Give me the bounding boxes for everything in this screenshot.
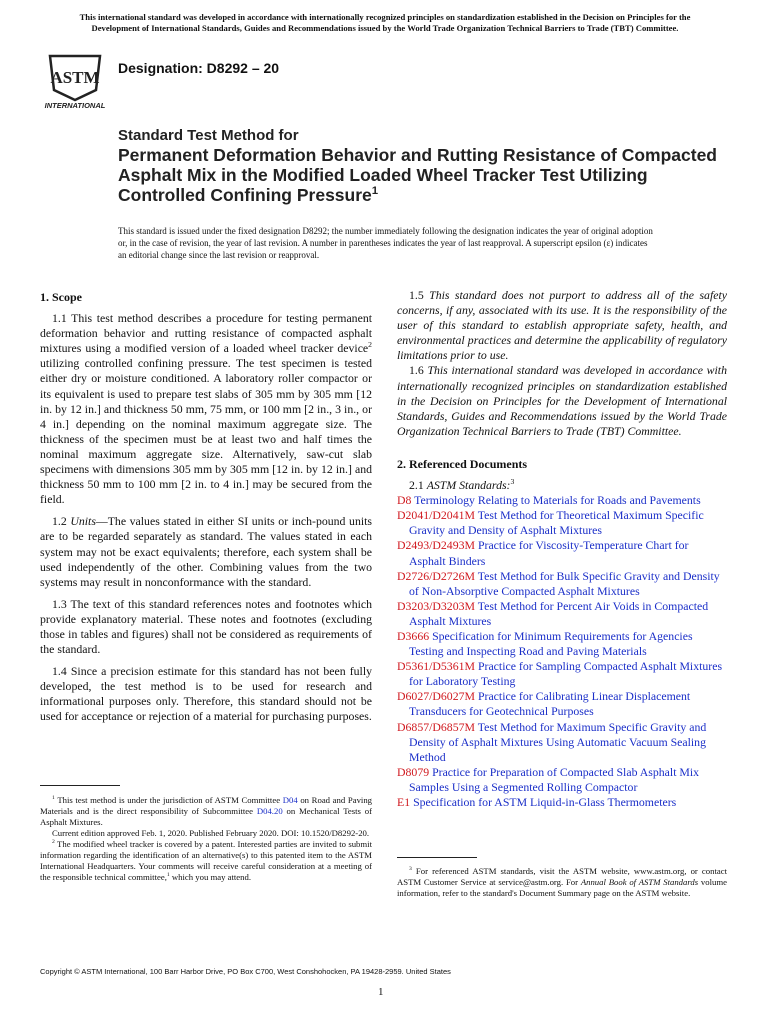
astm-standards-subheading	[397, 478, 727, 493]
reference-title-link[interactable]: Test Method for Bulk Specific Gravity and Density of Non-Absorptive Compacted Asphalt Mixtures	[409, 568, 720, 598]
reference-item	[397, 659, 727, 689]
scope-1-1-text-a: 1.1 This test method describes a procedure for testing permanent deformation behavior and rutting resistance of compacted asphalt mixtures using a modified version of a loaded wheel tracker device	[40, 311, 372, 356]
footnote-1-text-c: on Mechanical Tests of Asphalt Mixtures.	[40, 806, 372, 827]
reference-code-link[interactable]: D2041/D2041M	[397, 508, 475, 523]
footnote-3	[397, 866, 727, 899]
footnote-2-text-b: which you may attend.	[169, 872, 252, 882]
scope-heading: 1. Scope	[40, 290, 82, 304]
reference-code-link[interactable]: D2493/D2493M	[397, 538, 475, 553]
designation-code: D8292 – 20	[206, 60, 280, 76]
footnote-ref-3: 3	[510, 477, 515, 487]
footnote-rule-left	[40, 785, 120, 786]
reference-title-link[interactable]: Specification for ASTM Liquid-in-Glass Thermometers	[413, 795, 677, 809]
logo-subtext: INTERNATIONAL	[44, 101, 106, 110]
reference-title-link[interactable]: Terminology Relating to Materials for Roads and Pavements	[414, 493, 701, 508]
scope-1-1-text-b: utilizing controlled confining pressure. The test specimen is tested either dry or moisture conditioned. A laboratory roller compactor or its equivalent is used to prepare test slabs of 305 mm by 305 mm [12 in. by 12 in.] and thickness 50 mm, 75 mm, or 100 mm [2 in., 3 in., or 4 in.] depending on the nominal maximum aggregate size. The thickness of the specimen must be at least two and half times the nominal maximum aggregate size. Alternatively, saw-cut slab specimens with dimensions 305 mm by 305 mm [12 in. by 12 in.] and thickness 50 mm to 100 mm [2 in. to 4 in.] may be secured from the field.	[40, 356, 372, 507]
reference-code-link[interactable]: D5361/D5361M	[397, 659, 475, 674]
scope-1-6-lead: 1.6	[409, 363, 428, 378]
astm-logo	[40, 50, 110, 110]
scope-1-6	[397, 363, 727, 438]
footnote-1-mark: 1	[52, 795, 55, 802]
reference-title-link[interactable]: Specification for Minimum Requirements for Agencies Testing and Inspecting Road and Paving Materials	[409, 628, 693, 659]
footnote-2-text-a: The modified wheel tracker is covered by a patent. Interested parties are invited to submit information regarding the identification of an alternative(s) to this patented item to the ASTM International Headquarters. Your comments will receive careful consideration at a meeting of the responsible technical committee,	[40, 839, 372, 882]
reference-title-link[interactable]: Test Method for Maximum Specific Gravity and Density of Asphalt Mixtures Using Automatic Vacuum Sealing Method	[409, 719, 707, 764]
right-column	[397, 288, 727, 810]
left-column	[40, 290, 372, 725]
scope-1-6-text: This international standard was developed in accordance with internationally recognized principles on standardization established in the Decision on Principles for the Development of International Standards, Guides and Recommendations issued by the World Trade Organization Technical Barriers to Trade (TBT) Committee.	[397, 363, 727, 438]
title-main-text: Permanent Deformation Behavior and Rutting Resistance of Compacted Asphalt Mix in the Modified Loaded Wheel Tracker Test Utilizing Controlled Confining Pressure	[118, 145, 717, 205]
footnotes-left	[40, 795, 372, 883]
reference-code-link[interactable]: E1	[397, 795, 411, 809]
footnote-2-mark: 2	[52, 839, 55, 846]
scope-1-4: 1.4 Since a precision estimate for this standard has not been fully developed, the test method is to be used for research and informational purposes only. Therefore, this standard should not be used for acceptance or rejection of a material for purchasing purposes.	[40, 664, 372, 724]
footnote-2-sup: 1	[166, 872, 170, 879]
subcommittee-d04-20-link[interactable]: D04.20	[256, 806, 283, 816]
footnote-3-text-b: volume information, refer to the standard's Document Summary page on the ASTM website.	[397, 877, 727, 898]
reference-item	[397, 720, 727, 765]
footnote-3-text	[397, 866, 727, 899]
reference-title-link[interactable]: Practice for Sampling Compacted Asphalt Mixtures for Laboratory Testing	[409, 659, 723, 689]
reference-item	[397, 795, 727, 810]
scope-1-5-text: This standard does not purport to address all of the safety concerns, if any, associated with its use. It is the responsibility of the user of this standard to establish appropriate safety, health, and environmental practices and determine the applicability of regulatory limitations prior to use.	[397, 288, 727, 363]
footnote-1-text-b: on Road and Paving Materials and is the direct responsibility of Subcommittee	[40, 795, 373, 816]
astm-standards-label: ASTM Standards:	[426, 478, 511, 493]
footnote-1-edition: Current edition approved Feb. 1, 2020. Published February 2020. DOI: 10.1520/D8292-20.	[52, 828, 370, 838]
title-main	[118, 145, 718, 205]
designation	[118, 60, 279, 76]
reference-item	[397, 538, 727, 568]
reference-item	[397, 689, 727, 719]
astm-standards-lead: 2.1	[409, 478, 427, 493]
reference-item	[397, 569, 727, 599]
scope-1-2-units: Units	[70, 514, 96, 529]
logo-text: ASTM	[50, 68, 100, 87]
designation-label: Designation:	[118, 60, 203, 76]
reference-code-link[interactable]: D8	[397, 493, 412, 508]
reference-item	[397, 599, 727, 629]
reference-title-link[interactable]: Test Method for Percent Air Voids in Compacted Asphalt Mixtures	[409, 598, 709, 628]
reference-item	[397, 508, 727, 538]
footnote-1	[40, 795, 372, 828]
footnote-2	[40, 839, 372, 883]
scope-1-2-lead: 1.2	[52, 514, 71, 529]
footnote-ref-2: 2	[368, 340, 372, 350]
issuance-note: This standard is issued under the fixed designation D8292; the number immediately following the designation indicates the year of original adoption or, in the case of revision, the year of last revision. A number in parentheses indicates the year of last reapproval. A superscript epsilon (ε) indicates an editorial change since the last revision or reapproval.	[118, 226, 653, 260]
document-title	[118, 127, 718, 205]
page-number: 1	[378, 986, 384, 998]
reference-list	[397, 493, 727, 810]
title-footnote-mark: 1	[371, 185, 379, 198]
scope-1-1	[40, 311, 372, 507]
reference-code-link[interactable]: D8079	[397, 764, 430, 779]
reference-code-link[interactable]: D3203/D3203M	[397, 598, 475, 613]
copyright-footer: Copyright © ASTM International, 100 Barr Harbor Drive, PO Box C700, West Conshohocken, PA 19428-2959. United States	[40, 967, 451, 976]
footnote-1-text-a: This test method is under the jurisdiction of ASTM Committee	[54, 795, 283, 805]
footnote-rule-right	[397, 857, 477, 858]
references-heading: 2. Referenced Documents	[397, 456, 528, 471]
footnote-3-text-a: For referenced ASTM standards, visit the ASTM website, www.astm.org, or contact ASTM Customer Service at service@astm.org. For	[397, 866, 727, 887]
reference-item	[397, 629, 727, 659]
scope-1-5	[397, 288, 727, 363]
reference-code-link[interactable]: D2726/D2726M	[397, 568, 475, 583]
reference-code-link[interactable]: D6027/D6027M	[397, 689, 475, 704]
reference-title-link[interactable]: Practice for Calibrating Linear Displacement Transducers for Geotechnical Purposes	[409, 689, 691, 719]
reference-item	[397, 493, 727, 508]
reference-item	[397, 765, 727, 795]
reference-code-link[interactable]: D3666	[397, 628, 430, 643]
footnote-3-book-title: Annual Book of ASTM Standards	[580, 877, 699, 887]
title-line1: Standard Test Method for	[118, 127, 299, 144]
scope-1-2-text: —The values stated in either SI units or inch-pound units are to be regarded separately as standard. The values stated in each system may not be exact equivalents; therefore, each system shall be used independently of the other. Combining values from the two systems may result in nonconformance with the standard.	[40, 514, 372, 589]
scope-1-5-lead: 1.5	[409, 288, 430, 302]
scope-1-2	[40, 514, 372, 589]
reference-title-link[interactable]: Practice for Viscosity-Temperature Chart for Asphalt Binders	[409, 538, 689, 568]
reference-code-link[interactable]: D6857/D6857M	[397, 719, 475, 734]
scope-1-3: 1.3 The text of this standard references notes and footnotes which provide explanatory material. These notes and footnotes (excluding those in tables and figures) shall not be considered as requirements of the standard.	[40, 596, 372, 657]
tbt-notice: This international standard was developed in accordance with internationally recognized principles on standardization established in the Decision on Principles for the Development of International Standards, Guides and Recommendations issued by the World Trade Organization Technical Barriers to Trade (TBT) Committee.	[79, 12, 691, 33]
footnote-3-mark: 3	[409, 866, 412, 873]
committee-d04-link[interactable]: D04	[282, 795, 298, 805]
reference-title-link[interactable]: Practice for Preparation of Compacted Slab Asphalt Mix Samples Using a Segmented Rolling Compactor	[409, 764, 700, 794]
reference-title-link[interactable]: Test Method for Theoretical Maximum Specific Gravity and Density of Asphalt Mixtures	[409, 508, 704, 538]
